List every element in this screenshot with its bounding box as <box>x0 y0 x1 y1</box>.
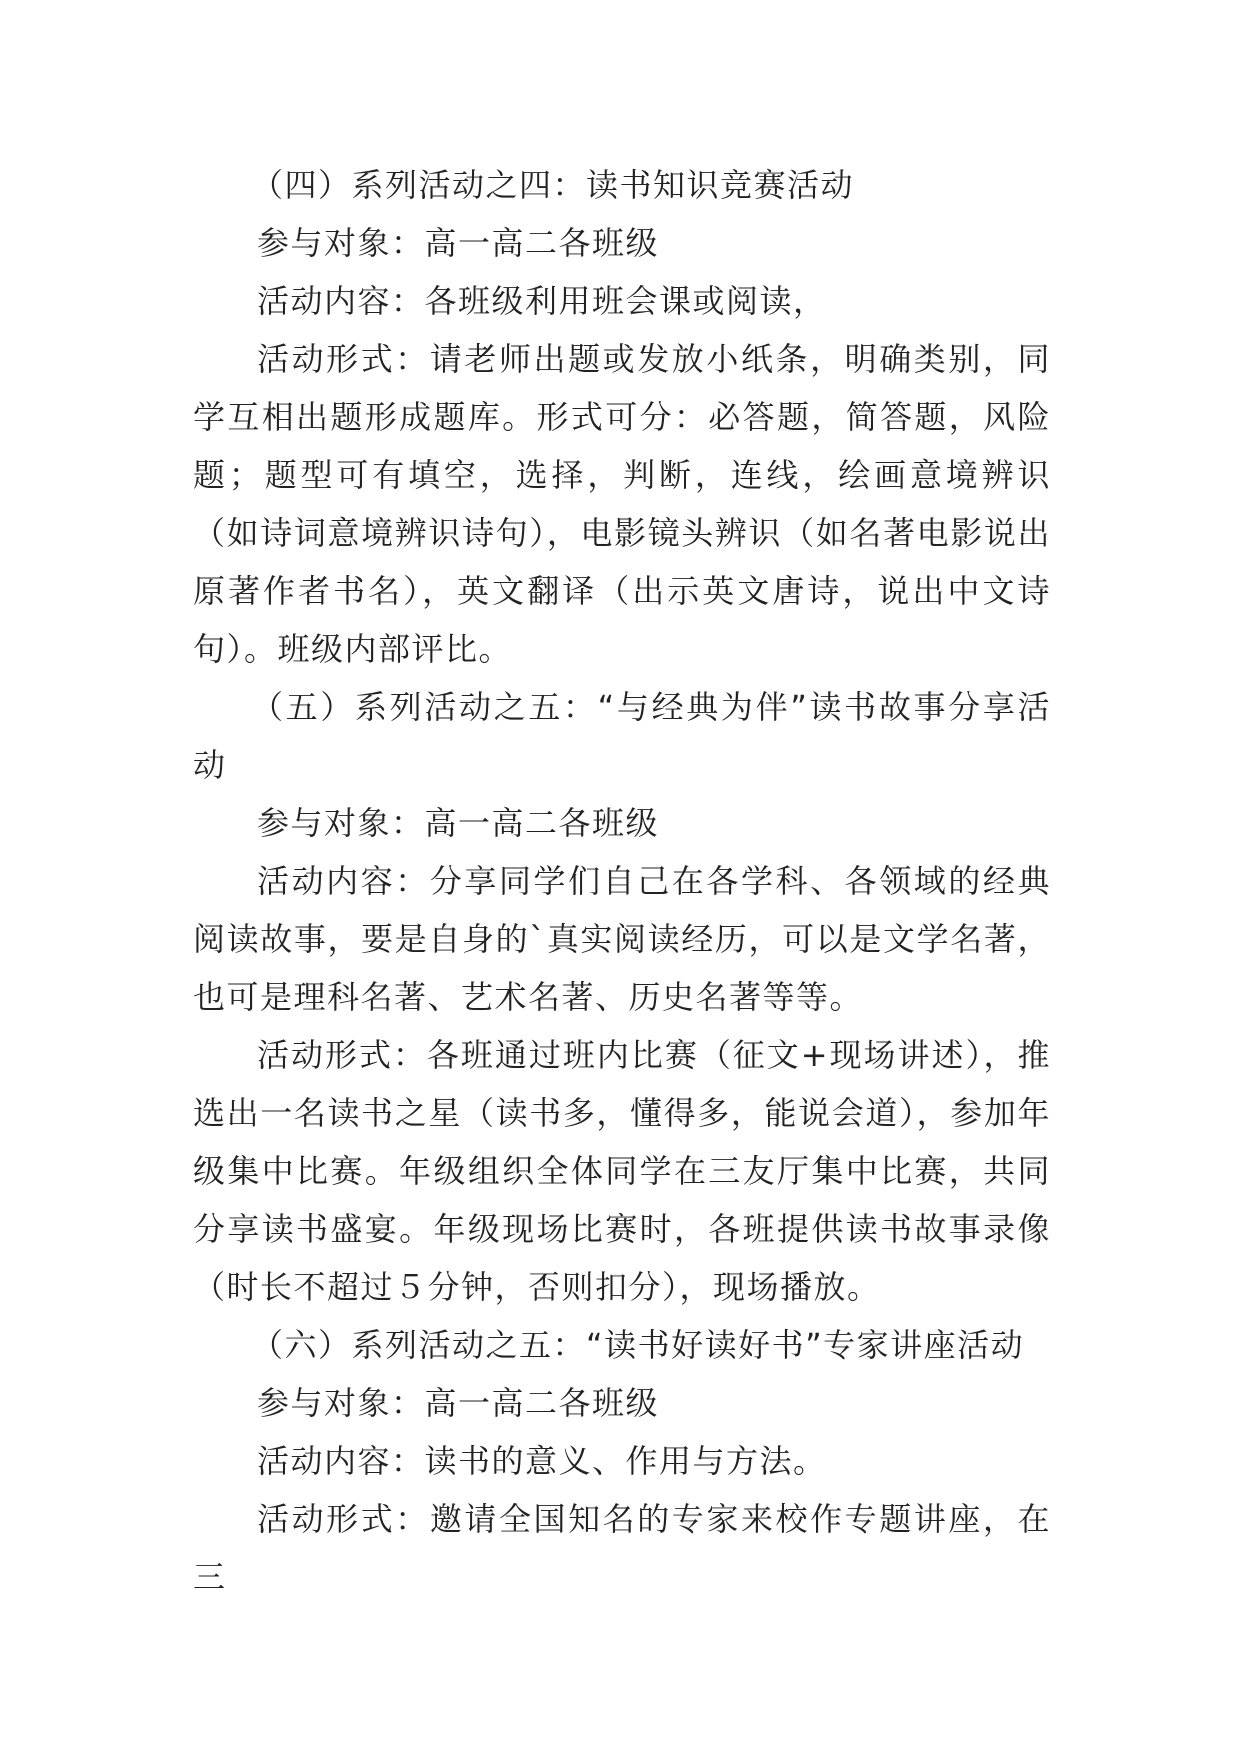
activity-format-paragraph: 活动形式：各班通过班内比赛（征文+现场讲述），推选出一名读书之星（读书多，懂得多，能说会道），参加年级集中比赛。年级组织全体同学在三友厅集中比赛，共同分享读书盛宴。年级现场比赛时，各班提供读书故事录像（时长不超过５分钟，否则扣分），现场播放。 <box>193 1036 1051 1306</box>
participants-paragraph: 参与对象：高一高二各班级 <box>257 1384 660 1422</box>
section-heading-four: （四）系列活动之四：读书知识竞赛活动 <box>251 166 855 204</box>
activity-content-paragraph: 活动内容：分享同学们自己在各学科、各领域的经典阅读故事，要是自身的`真实阅读经历，可以是文学名著，也可是理科名著、艺术名著、历史名著等等。 <box>193 862 1051 1016</box>
activity-content-paragraph: 活动内容：各班级利用班会课或阅读， <box>257 282 827 320</box>
section-heading-six: （六）系列活动之五：“读书好读好书”专家讲座活动 <box>251 1326 1025 1364</box>
activity-format-paragraph: 活动形式：请老师出题或发放小纸条，明确类别，同学互相出题形成题库。形式可分：必答题，简答题，风险题；题型可有填空，选择，判断，连线，绘画意境辨识（如诗词意境辨识诗句），电影镜头辨识（如名著电影说出原著作者书名），英文翻译（出示英文唐诗，说出中文诗句）。班级内部评比。 <box>193 340 1051 668</box>
participants-paragraph: 参与对象：高一高二各班级 <box>257 224 660 262</box>
participants-paragraph: 参与对象：高一高二各班级 <box>257 804 660 842</box>
document-body <box>193 156 1051 1606</box>
activity-content-paragraph: 活动内容：读书的意义、作用与方法。 <box>257 1442 827 1480</box>
activity-format-paragraph: 活动形式：邀请全国知名的专家来校作专题讲座，在三 <box>193 1500 1051 1596</box>
section-heading-five: （五）系列活动之五：“与经典为伴”读书故事分享活动 <box>193 688 1051 784</box>
